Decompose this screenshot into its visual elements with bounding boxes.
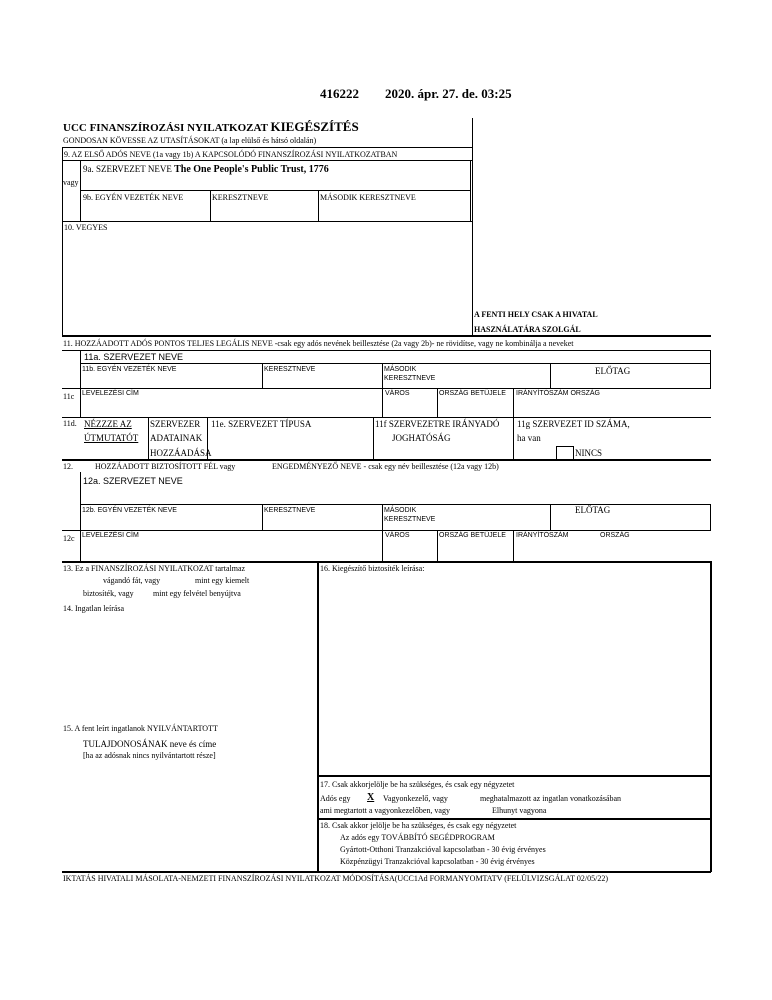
- field-12c-city[interactable]: VÁROS: [385, 532, 410, 539]
- field-12b-middle-line1[interactable]: MÁSODIK: [384, 507, 417, 514]
- field-9b-middlename[interactable]: MÁSODIK KERESZTNEVE: [320, 193, 416, 202]
- or-label: vagy: [63, 178, 79, 187]
- trust-checkbox-mark[interactable]: X: [367, 792, 375, 803]
- org-info-line1: SZERVEZER: [150, 419, 201, 429]
- section-18-label: 18. Csak akkor jelölje be ha szükséges, és csak egy négyzetet: [320, 821, 517, 830]
- field-12c-prefix: 12c: [63, 534, 75, 543]
- field-11b-suffix[interactable]: ELŐTAG: [595, 366, 631, 376]
- field-12a-org-name[interactable]: 12a. SZERVEZET NEVE: [83, 476, 183, 486]
- field-11c-zip-country[interactable]: IRÁNYÍTÓSZÁM ORSZÁG: [516, 390, 601, 397]
- trustee-option-b: meghatalmazott az ingatlan vonatkozásában: [480, 794, 622, 803]
- field-11d-prefix: 11d.: [63, 419, 77, 428]
- filing-datetime: 2020. ápr. 27. de. 03:25: [385, 86, 512, 101]
- field-11b-firstname[interactable]: KERESZTNEVE: [264, 366, 316, 373]
- field-12c-state[interactable]: ORSZÁG BETŰJELE: [439, 532, 506, 539]
- office-use-line2: HASZNÁLATÁRA SZOLGÁL: [474, 325, 581, 334]
- form-footer: IKTATÁS HIVATALI MÁSOLATA-NEMZETI FINANSZÍROZÁSI NYILATKOZAT MÓDOSÍTÁSA(UCC1Ad FORMANYOMTATV (FELÜLVIZSGÁLAT 02/05/22): [63, 874, 608, 883]
- field-12b-middle-line2: KERESZTNEVE: [384, 516, 436, 523]
- field-9a-org-name[interactable]: 9a. SZERVEZET NEVE The One People's Public Trust, 1776: [83, 164, 329, 175]
- field-11b-middle-line2: KERESZTNEVE: [384, 375, 436, 382]
- field-12b-firstname[interactable]: KERESZTNEVE: [264, 507, 316, 514]
- field-12b-suffix[interactable]: ELŐTAG: [575, 505, 611, 515]
- field-12c-zip[interactable]: IRÁNYÍTÓSZÁM: [516, 532, 569, 539]
- field-9b-firstname[interactable]: KERESZTNEVE: [212, 193, 269, 202]
- decedent-option[interactable]: Elhunyt vagyona: [492, 806, 547, 815]
- fixture-filing[interactable]: mint egy felvétel benyújtva: [153, 589, 241, 598]
- debtor-is-label: Adós egy: [320, 794, 351, 803]
- org-info-line2: ADATAINAK: [150, 433, 203, 443]
- field-11f-jurisdiction[interactable]: 11f SZERVEZETRE IRÁNYADÓ: [375, 419, 500, 429]
- field-11c-state[interactable]: ORSZÁG BETŰJELE: [439, 390, 506, 397]
- public-finance-option[interactable]: Közpénzügyi Tranzakcióval kapcsolatban - 30 évig érvényes: [340, 857, 535, 866]
- section-12-label1: HOZZÁADOTT BIZTOSÍTOTT FÉL vagy: [95, 462, 236, 471]
- if-any-label: ha van: [517, 433, 541, 443]
- see-instructions-link[interactable]: NÉZZZE AZ: [84, 419, 132, 429]
- org-info-line3: HOZZÁADÁSA: [150, 448, 212, 458]
- field-12b-surname[interactable]: 12b. EGYÉN VEZETÉK NEVE: [82, 507, 177, 514]
- field-11g-org-id[interactable]: 11g SZERVEZET ID SZÁMA,: [517, 419, 630, 429]
- section-11-label: 11. HOZZÁADOTT ADÓS PONTOS TELJES LEGÁLIS NEVE -csak egy adós nevének beillesztése (2a vagy 2b)- ne rövidítse, vagy ne kombinálja a neveket: [63, 339, 574, 348]
- field-14-real-estate-description[interactable]: 14. Ingatlan leírása: [63, 604, 125, 613]
- as-extracted[interactable]: mint egy kiemelt: [195, 576, 250, 585]
- field-12c-country[interactable]: ORSZÁG: [600, 532, 630, 539]
- field-9b-surname[interactable]: 9b. EGYÉN VEZETÉK NEVE: [83, 193, 184, 202]
- trust-option[interactable]: ami megtartott a vagyonkezelőben, vagy: [320, 806, 450, 815]
- field-11a-org-name[interactable]: 11a. SZERVEZET NEVE: [84, 352, 184, 362]
- section-12-label2: ENGEDMÉNYEZŐ NEVE - csak egy név beillesztése (12a vagy 12b): [272, 462, 499, 471]
- field-11c-city[interactable]: VÁROS: [385, 390, 410, 397]
- section-9-label: 9. AZ ELSŐ ADÓS NEVE (1a vagy 1b) A KAPCSOLÓDÓ FINANSZÍROZÁSI NYILATKOZATBAN: [64, 150, 398, 159]
- form-title: UCC FINANSZÍROZÁSI NYILATKOZAT KIEGÉSZÍTÉS: [63, 119, 359, 134]
- field-11e-org-type[interactable]: 11e. SZERVEZET TÍPUSA: [211, 419, 312, 429]
- field-11c-prefix: 11c: [63, 392, 75, 401]
- form-instructions: GONDOSAN KÖVESSE AZ UTASÍTÁSOKAT (a lap elülső és hátsó oldalán): [63, 136, 317, 145]
- trustee-option[interactable]: Vagyonkezelő, vagy: [383, 794, 448, 803]
- section-12-num: 12.: [63, 462, 73, 471]
- field-10-misc[interactable]: 10. VEGYES: [64, 223, 108, 232]
- field-11f-jurisdiction-line2: JOGHATÓSÁG: [392, 433, 451, 443]
- none-label: NINCS: [575, 448, 603, 458]
- section-13-line1: 13. Ez a FINANSZÍROZÁSI NYILATKOZAT tartalmaz: [63, 564, 246, 573]
- none-checkbox[interactable]: [556, 446, 574, 460]
- section-15-line3: [ha az adósnak nincs nyilvántartott része]: [83, 751, 216, 760]
- section-15-line2: TULAJDONOSÁNAK neve és címe: [83, 739, 217, 749]
- transmitting-utility-option[interactable]: Az adós egy TOVÁBBÍTÓ SEGÉDPROGRAM: [340, 833, 495, 842]
- manufactured-home-option[interactable]: Gyártott-Otthoni Tranzakcióval kapcsolatban - 30 évig érvényes: [340, 845, 546, 854]
- file-number: 416222: [320, 86, 359, 101]
- field-11b-surname[interactable]: 11b. EGYÉN VEZETÉK NEVE: [82, 366, 177, 373]
- field-11c-address[interactable]: LEVELEZÉSI CÍM: [82, 390, 139, 397]
- timber-to-be-cut[interactable]: vágandó fát, vagy: [103, 576, 161, 585]
- section-15-line1: 15. A fent leírt ingatlanok NYILVÁNTARTOTT: [63, 724, 218, 733]
- field-11b-middle-line1[interactable]: MÁSODIK: [384, 366, 417, 373]
- collateral[interactable]: biztosíték, vagy: [83, 589, 134, 598]
- field-12c-address[interactable]: LEVELEZÉSI CÍM: [82, 532, 139, 539]
- office-use-line1: A FENTI HELY CSAK A HIVATAL: [474, 310, 598, 319]
- section-17-label: 17. Csak akkorjelölje be ha szükséges, és csak egy négyzetet: [320, 780, 515, 789]
- see-instructions-link-line2[interactable]: ÚTMUTATÓT: [84, 433, 139, 443]
- field-16-collateral-description[interactable]: 16. Kiegészítő biztosíték leírása:: [320, 564, 425, 573]
